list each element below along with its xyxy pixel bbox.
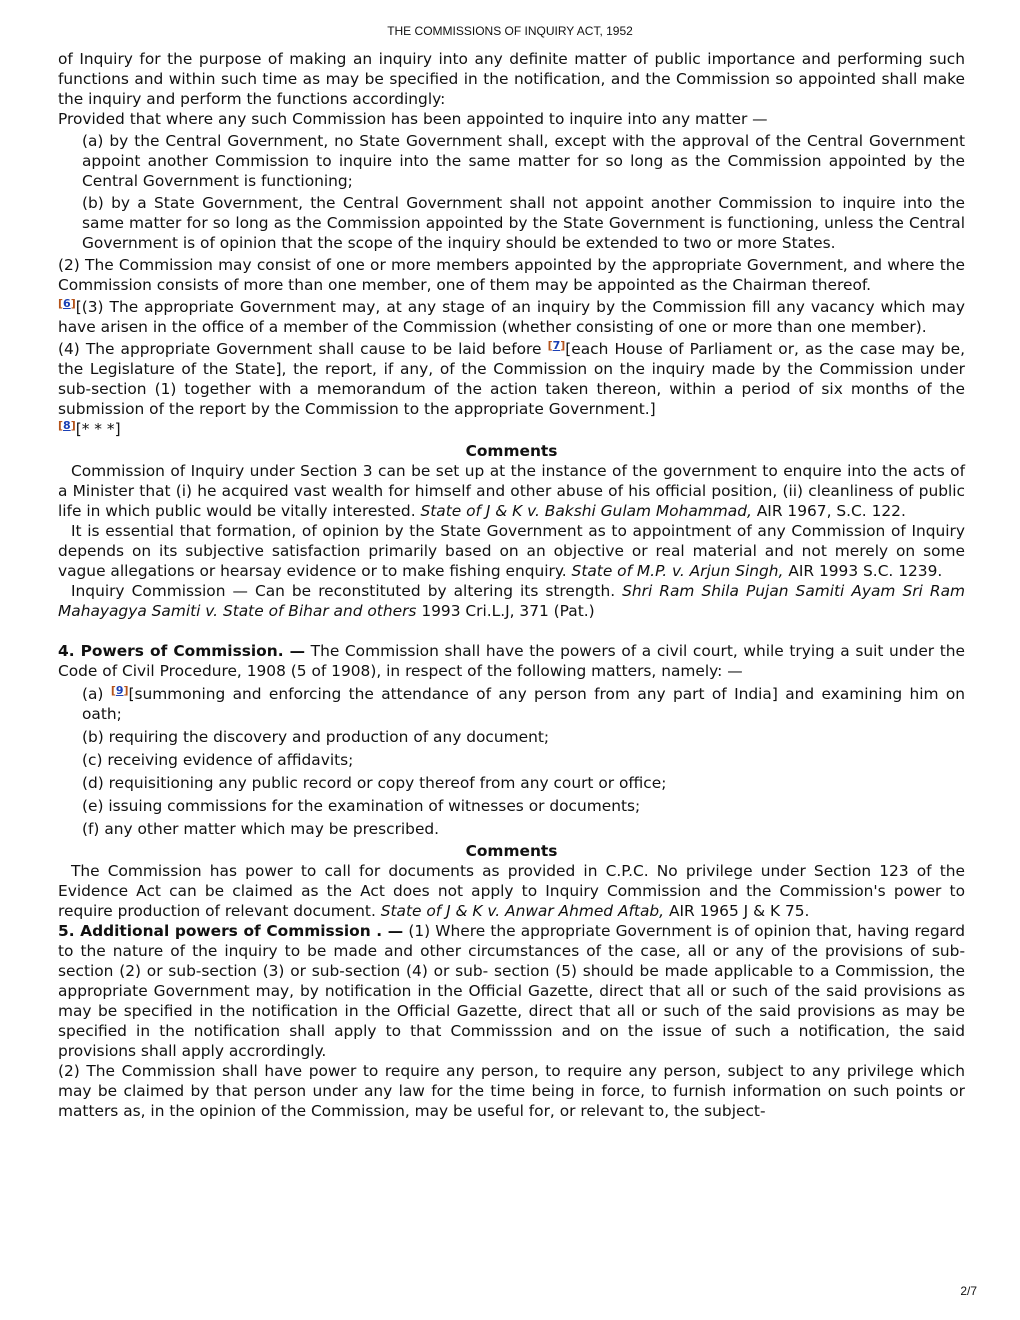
- running-head: THE COMMISSIONS OF INQUIRY ACT, 1952: [387, 24, 633, 38]
- footnote-ref-8[interactable]: [8]: [58, 419, 76, 432]
- document-body: [58, 49, 965, 1121]
- section-4: 4. Powers of Commission. — The Commission shall have the powers of a civil court, while trying a suit under the Code of Civil Procedure, 1908 (5 of 1908), in respect of the following matters, namely: —: [58, 642, 965, 680]
- footnote-ref-7[interactable]: [7]: [547, 339, 566, 352]
- case-name: State of J & K v. Bakshi Gulam Mohammad,: [420, 502, 752, 520]
- case-name: State of M.P. v. Arjun Singh,: [571, 562, 784, 580]
- page-number: 2/7: [960, 1284, 977, 1298]
- spacer: [58, 621, 965, 641]
- footnote-ref-9[interactable]: [9]: [110, 684, 129, 697]
- section-3-paragraph: of Inquiry for the purpose of making an inquiry into any definite matter of public importance and performing such functions and within such time as may be specified in the notification, and the Commission so appointed shall make the inquiry and perform the functions accordingly:: [58, 50, 965, 108]
- case-name: State of J & K v. Anwar Ahmed Aftab,: [380, 902, 665, 920]
- section-4-item-f: (f) any other matter which may be prescribed.: [82, 820, 440, 838]
- section-4-item-e: (e) issuing commissions for the examination of witnesses or documents;: [82, 797, 641, 815]
- footnote-ref-6[interactable]: [6]: [58, 297, 76, 310]
- section-5-title: 5. Additional powers of Commission . —: [58, 922, 404, 940]
- footnote-link-9[interactable]: 9: [115, 684, 124, 697]
- comment-paragraph: The Commission has power to call for documents as provided in C.P.C. No privilege under Section 123 of the Evidence Act can be claimed as the Act does not apply to Inquiry Commission and the Commission's power to require production of relevant document. State of J & K v. Anwar Ahmed Aftab, AIR 1965 J & K 75.: [58, 862, 965, 920]
- subsection-5-omitted: [8][* * *]: [58, 419, 121, 438]
- footnote-link-8[interactable]: 8: [63, 419, 71, 432]
- case-name: Shri Ram Shila Pujan Samiti Ayam Sri Ram Mahayagya Samiti v. State of Bihar and others: [58, 582, 965, 620]
- footnote-link-6[interactable]: 6: [63, 297, 71, 310]
- subsection-3: [6][(3) The appropriate Government may, at any stage of an inquiry by the Commission fill any vacancy which may have arisen in the office of a member of the Commission (whether consisting of one or more than one member).: [58, 297, 965, 336]
- footnote-link-7[interactable]: 7: [552, 339, 561, 352]
- comment-paragraph: Inquiry Commission — Can be reconstituted by altering its strength. Shri Ram Shila Pujan Samiti Ayam Sri Ram Mahayagya Samiti v. State of Bihar and others 1993 Cri.L.J, 371 (Pat.): [58, 582, 965, 620]
- comment-paragraph: Commission of Inquiry under Section 3 can be set up at the instance of the government to enquire into the acts of a Minister that (i) he acquired vast wealth for himself and other abuse of his official position, (ii) cleanliness of public life in which public would be vitally interested. State of J & K v. Bakshi Gulam Mohammad, AIR 1967, S.C. 122.: [58, 462, 965, 520]
- comments-heading: Comments: [465, 842, 558, 860]
- proviso-clause-a: (a) by the Central Government, no State Government shall, except with the approval of the Central Government appoint another Commission to inquire into the same matter for so long as the Commission appointed by the Central Government is functioning;: [82, 132, 965, 190]
- comments-heading: Comments: [465, 442, 558, 460]
- comment-paragraph: It is essential that formation, of opinion by the State Government as to appointment of any Commission of Inquiry depends on its subjective satisfaction primarily based on an objective or real material and not merely on some vague allegations or hearsay evidence or to make fishing enquiry. State of M.P. v. Arjun Singh, AIR 1993 S.C. 1239.: [58, 522, 965, 580]
- section-4-item-c: (c) receiving evidence of affidavits;: [82, 751, 354, 769]
- subsection-2: (2) The Commission may consist of one or more members appointed by the appropriate Government, and where the Commission consists of more than one member, one of them may be appointed as the Chairman thereof.: [58, 256, 965, 294]
- proviso-clause-b: (b) by a State Government, the Central Government shall not appoint another Commission to inquire into the same matter for so long as the Commission appointed by the State Government is functioning, unless the Central Government is of opinion that the scope of the inquiry should be extended to two or more States.: [82, 194, 965, 252]
- section-5-subsection-2: (2) The Commission shall have power to require any person, to require any person, subject to any privilege which may be claimed by that person under any law for the time being in force, to furnish information on such points or matters as, in the opinion of the Commission, may be useful for, or relevant to, the subject-: [58, 1062, 965, 1120]
- section-4-title: 4. Powers of Commission. —: [58, 642, 306, 660]
- section-4-item-d: (d) requisitioning any public record or copy thereof from any court or office;: [82, 774, 667, 792]
- subsection-4: (4) The appropriate Government shall cause to be laid before [7][each House of Parliament or, as the case may be, the Legislature of the State], the report, if any, of the Commission on the inquiry made by the Commission under sub-section (1) together with a memorandum of the action taken thereon, within a period of six months of the submission of the report by the Commission to the appropriate Government.]: [58, 339, 965, 418]
- proviso: Provided that where any such Commission has been appointed to inquire into any matter —: [58, 110, 768, 128]
- section-4-item-a: (a) [9][summoning and enforcing the attendance of any person from any part of India] and examining him on oath;: [82, 684, 966, 723]
- section-5: 5. Additional powers of Commission . — (1) Where the appropriate Government is of opinion that, having regard to the nature of the inquiry to be made and other circumstances of the case, all or any of the provisions of sub-section (2) or sub-section (3) or sub-section (4) or sub- section (5) should be made applicable to a Commission, the appropriate Government may, by notification in the Official Gazette, direct that all or such of the said provisions as may be specified in the notification in the Official Gazette, direct that all or such of the said provisions as may be specified in the notification shall apply to that Commisssion and on the issue of such a notification, the said provisions shall apply accrordingly.: [58, 922, 965, 1060]
- section-4-item-b: (b) requiring the discovery and production of any document;: [82, 728, 550, 746]
